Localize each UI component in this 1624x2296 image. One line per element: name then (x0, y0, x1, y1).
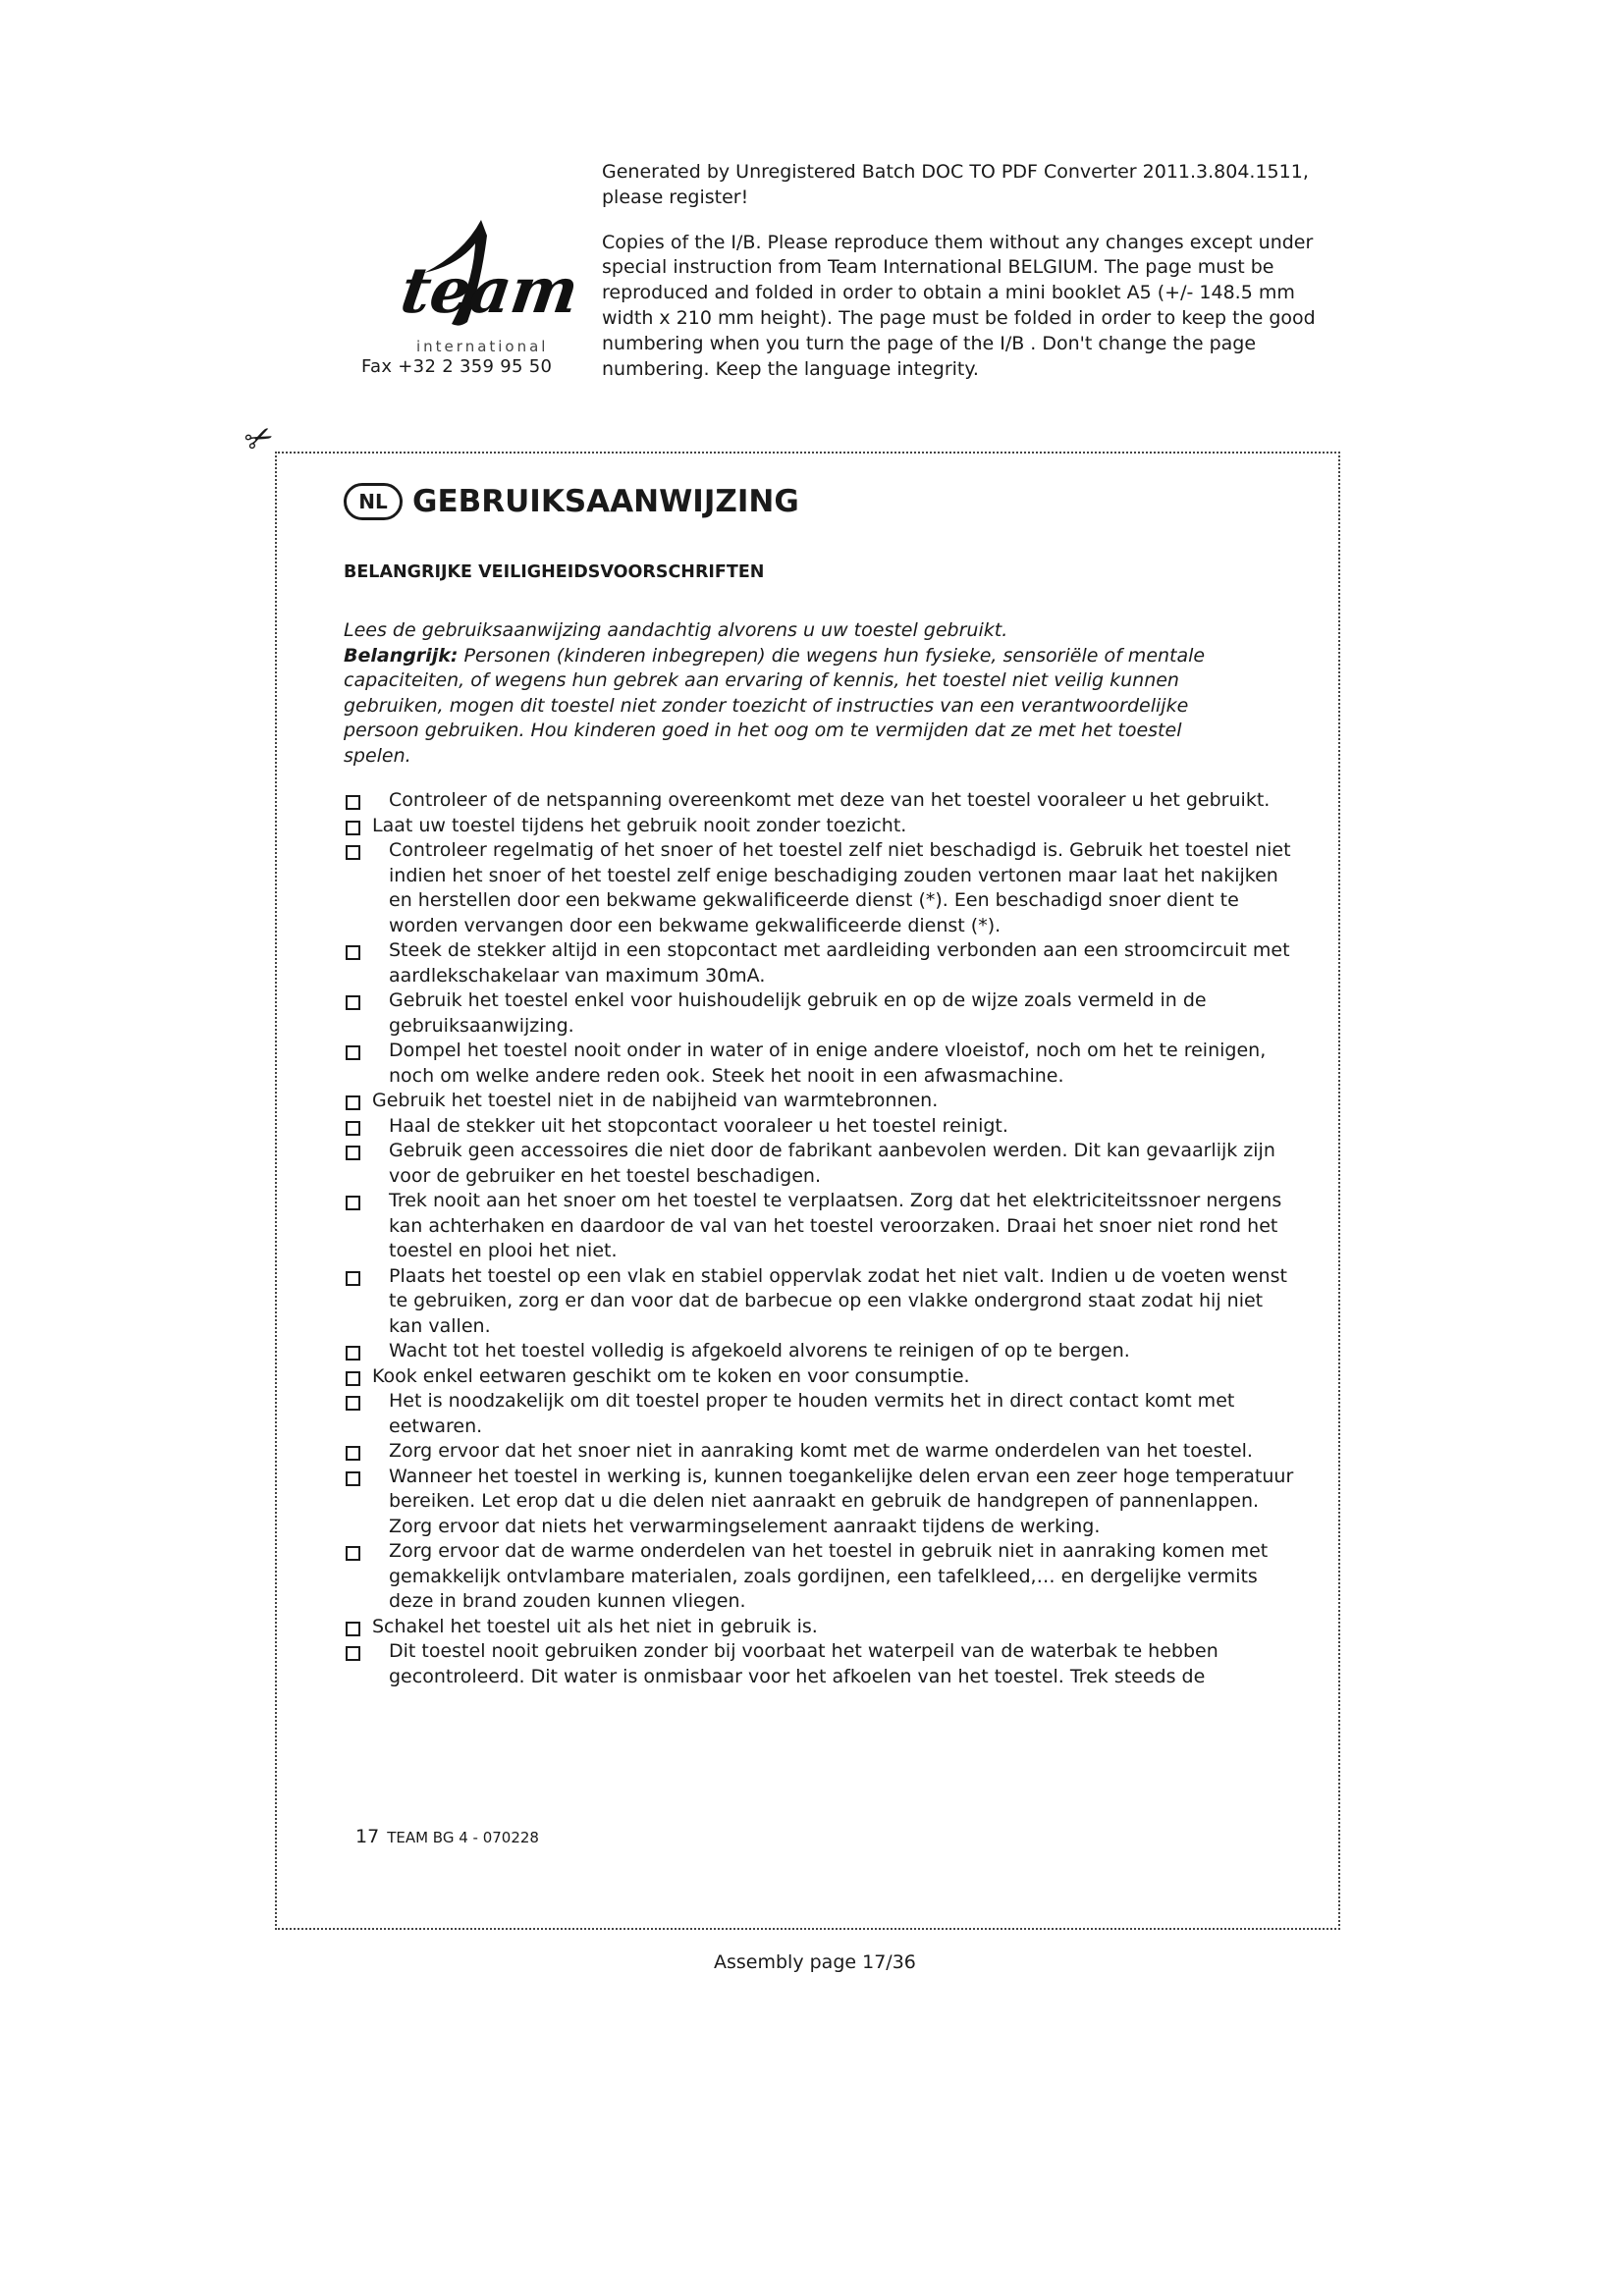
checkbox-bullet-icon (346, 995, 360, 1010)
logo-wordmark: team (396, 254, 583, 328)
list-item-text: Het is noodzakelijk om dit toestel proper te houden vermits het in direct contact komt met eetwaren. (389, 1390, 1235, 1437)
list-item-text: Kook enkel eetwaren geschikt om te koken en voor consumptie. (372, 1364, 970, 1387)
list-item-text: Steek de stekker altijd in een stopcontact met aardleiding verbonden aan een stroomcircuit met aardlekschakelaar van maximum 30mA. (389, 939, 1290, 987)
list-item-text: Wacht tot het toestel volledig is afgekoeld alvorens te reinigen of op te bergen. (389, 1340, 1130, 1362)
list-item-text: Laat uw toestel tijdens het gebruik nooit zonder toezicht. (372, 814, 907, 836)
page-footer (355, 1826, 539, 1847)
checkbox-bullet-icon (346, 945, 360, 960)
list-item (344, 838, 1301, 938)
assembly-page-label: Assembly page 17/36 (714, 1951, 916, 1973)
language-badge: NL (344, 483, 403, 520)
list-item (344, 1039, 1301, 1089)
checkbox-bullet-icon (346, 1045, 360, 1060)
section-title: BELANGRIJKE VEILIGHEIDSVOORSCHRIFTEN (344, 562, 765, 582)
list-item (344, 1439, 1301, 1465)
copies-note: Copies of the I/B. Please reproduce them without any changes except under special instruction from Team International BELGIUM. The page must be reproduced and folded in order to obtain a mini booklet A5 (+/- 148.5 mm width x 210 mm height). The page must be folded in order to keep the good numbering when you turn the page of the I/B . Don't change the page numbering. Keep the language integrity. (602, 231, 1316, 380)
important-label: Belangrijk: (344, 644, 459, 667)
intro-line: Lees de gebruiksaanwijzing aandachtig alvorens u uw toestel gebruikt. (344, 619, 1008, 641)
list-item-text: Dit toestel nooit gebruiken zonder bij voorbaat het waterpeil van de waterbak te hebben gecontroleerd. Dit water is onmisbaar voor het afkoelen van het toestel. Trek steeds de (389, 1640, 1218, 1687)
list-item (344, 1615, 1301, 1640)
list-item (344, 1189, 1301, 1264)
list-item (344, 1264, 1301, 1340)
list-item (344, 1139, 1301, 1189)
intro-text (344, 618, 1247, 769)
generated-note: Generated by Unregistered Batch DOC TO PDF Converter 2011.3.804.1511, please register! (602, 161, 1309, 208)
checkbox-bullet-icon (346, 795, 360, 810)
list-item-text: Gebruik het toestel enkel voor huishoudelijk gebruik en op de wijze zoals vermeld in de gebruiksaanwijzing. (389, 989, 1207, 1037)
checkbox-bullet-icon (346, 1095, 360, 1110)
list-item (344, 788, 1301, 814)
list-item-text: Zorg ervoor dat de warme onderdelen van het toestel in gebruik niet in aanraking komen met gemakkelijk ontvlambare materialen, zoals gordijnen, een tafelkleed,… en dergelijke vermits deze in brand zouden kunnen vliegen. (389, 1540, 1269, 1612)
checkbox-bullet-icon (346, 1271, 360, 1286)
list-item-text: Haal de stekker uit het stopcontact vooraleer u het toestel reinigt. (389, 1114, 1008, 1137)
list-item-text: Gebruik geen accessoires die niet door de fabrikant aanbevolen werden. Dit kan gevaarlijk zijn voor de gebruiker en het toestel beschadigen. (389, 1140, 1275, 1187)
header-notes (602, 160, 1328, 401)
checkbox-bullet-icon (346, 1371, 360, 1386)
list-item-text: Wanneer het toestel in werking is, kunnen toegankelijke delen ervan een zeer hoge temperatuur bereiken. Let erop dat u die delen niet aanraakt en gebruik de handgrepen of pannenlappen. Zorg ervoor dat niets het verwarmingselement aanraakt tijdens de werking. (389, 1465, 1294, 1537)
list-item-text: Schakel het toestel uit als het niet in gebruik is. (372, 1615, 818, 1637)
list-item (344, 1639, 1301, 1689)
scissors-icon: ✂ (238, 414, 281, 463)
list-item-text: Dompel het toestel nooit onder in water of in enige andere vloeistof, noch om het te reinigen, noch om welke andere reden ook. Steek het nooit in een afwasmachine. (389, 1040, 1267, 1087)
list-item (344, 1339, 1301, 1364)
list-item-text: Zorg ervoor dat het snoer niet in aanraking komt met de warme onderdelen van het toestel. (389, 1440, 1253, 1462)
list-item (344, 814, 1301, 839)
important-text: Personen (kinderen inbegrepen) die wegens hun fysieke, sensoriële of mentale capaciteiten, of wegens hun gebrek aan ervaring of kennis, het toestel niet veilig kunnen gebruiken, mogen dit toestel niet zonder toezicht of instructies van een verantwoordelijke persoon gebruiken. Hou kinderen goed in het oog om te vermijden dat ze met het toestel spelen. (344, 644, 1206, 767)
logo-subtext: international (416, 338, 549, 355)
safety-list (344, 788, 1301, 1689)
list-item-text: Trek nooit aan het snoer om het toestel te verplaatsen. Zorg dat het elektriciteitssnoer nergens kan achterhaken en daardoor de val van het toestel veroorzaken. Draai het snoer niet rond het toestel en plooi het niet. (389, 1190, 1282, 1261)
important-paragraph (344, 644, 1247, 770)
checkbox-bullet-icon (346, 1646, 360, 1661)
list-item (344, 1114, 1301, 1140)
list-item-text: Plaats het toestel op een vlak en stabiel oppervlak zodat het niet valt. Indien u de voeten wenst te gebruiken, zorg er dan voor dat de barbecue op een vlakke ondergrond staat zodat hij niet kan vallen. (389, 1264, 1287, 1337)
list-item (344, 1089, 1301, 1114)
list-item (344, 938, 1301, 988)
list-item-text: Controleer of de netspanning overeenkomt met deze van het toestel vooraleer u het gebruikt. (389, 789, 1271, 811)
list-item (344, 1539, 1301, 1615)
checkbox-bullet-icon (346, 1346, 360, 1361)
manual-heading (344, 483, 799, 520)
list-item (344, 1364, 1301, 1390)
checkbox-bullet-icon (346, 1196, 360, 1210)
checkbox-bullet-icon (346, 1121, 360, 1136)
team-international-logo (365, 214, 583, 361)
page-number: 17 (355, 1826, 380, 1847)
checkbox-bullet-icon (346, 1622, 360, 1636)
checkbox-bullet-icon (346, 1396, 360, 1411)
checkbox-bullet-icon (346, 845, 360, 860)
list-item-text: Controleer regelmatig of het snoer of het toestel zelf niet beschadigd is. Gebruik het toestel niet indien het snoer of het toestel zelf enige beschadiging zouden vertonen maar laat het nakijken en herstellen door een bekwame gekwalificeerde dienst (*). Een beschadigd snoer dient te worden vervangen door een bekwame gekwalificeerde dienst (*). (389, 839, 1291, 936)
checkbox-bullet-icon (346, 821, 360, 835)
document-code: TEAM BG 4 - 070228 (387, 1829, 539, 1846)
checkbox-bullet-icon (346, 1546, 360, 1561)
checkbox-bullet-icon (346, 1446, 360, 1461)
list-item (344, 1465, 1301, 1540)
fax-number: Fax +32 2 359 95 50 (361, 356, 553, 377)
checkbox-bullet-icon (346, 1471, 360, 1486)
checkbox-bullet-icon (346, 1146, 360, 1160)
list-item-text: Gebruik het toestel niet in de nabijheid van warmtebronnen. (372, 1090, 939, 1111)
list-item (344, 988, 1301, 1039)
list-item (344, 1389, 1301, 1439)
manual-title: GEBRUIKSAANWIJZING (412, 484, 799, 519)
